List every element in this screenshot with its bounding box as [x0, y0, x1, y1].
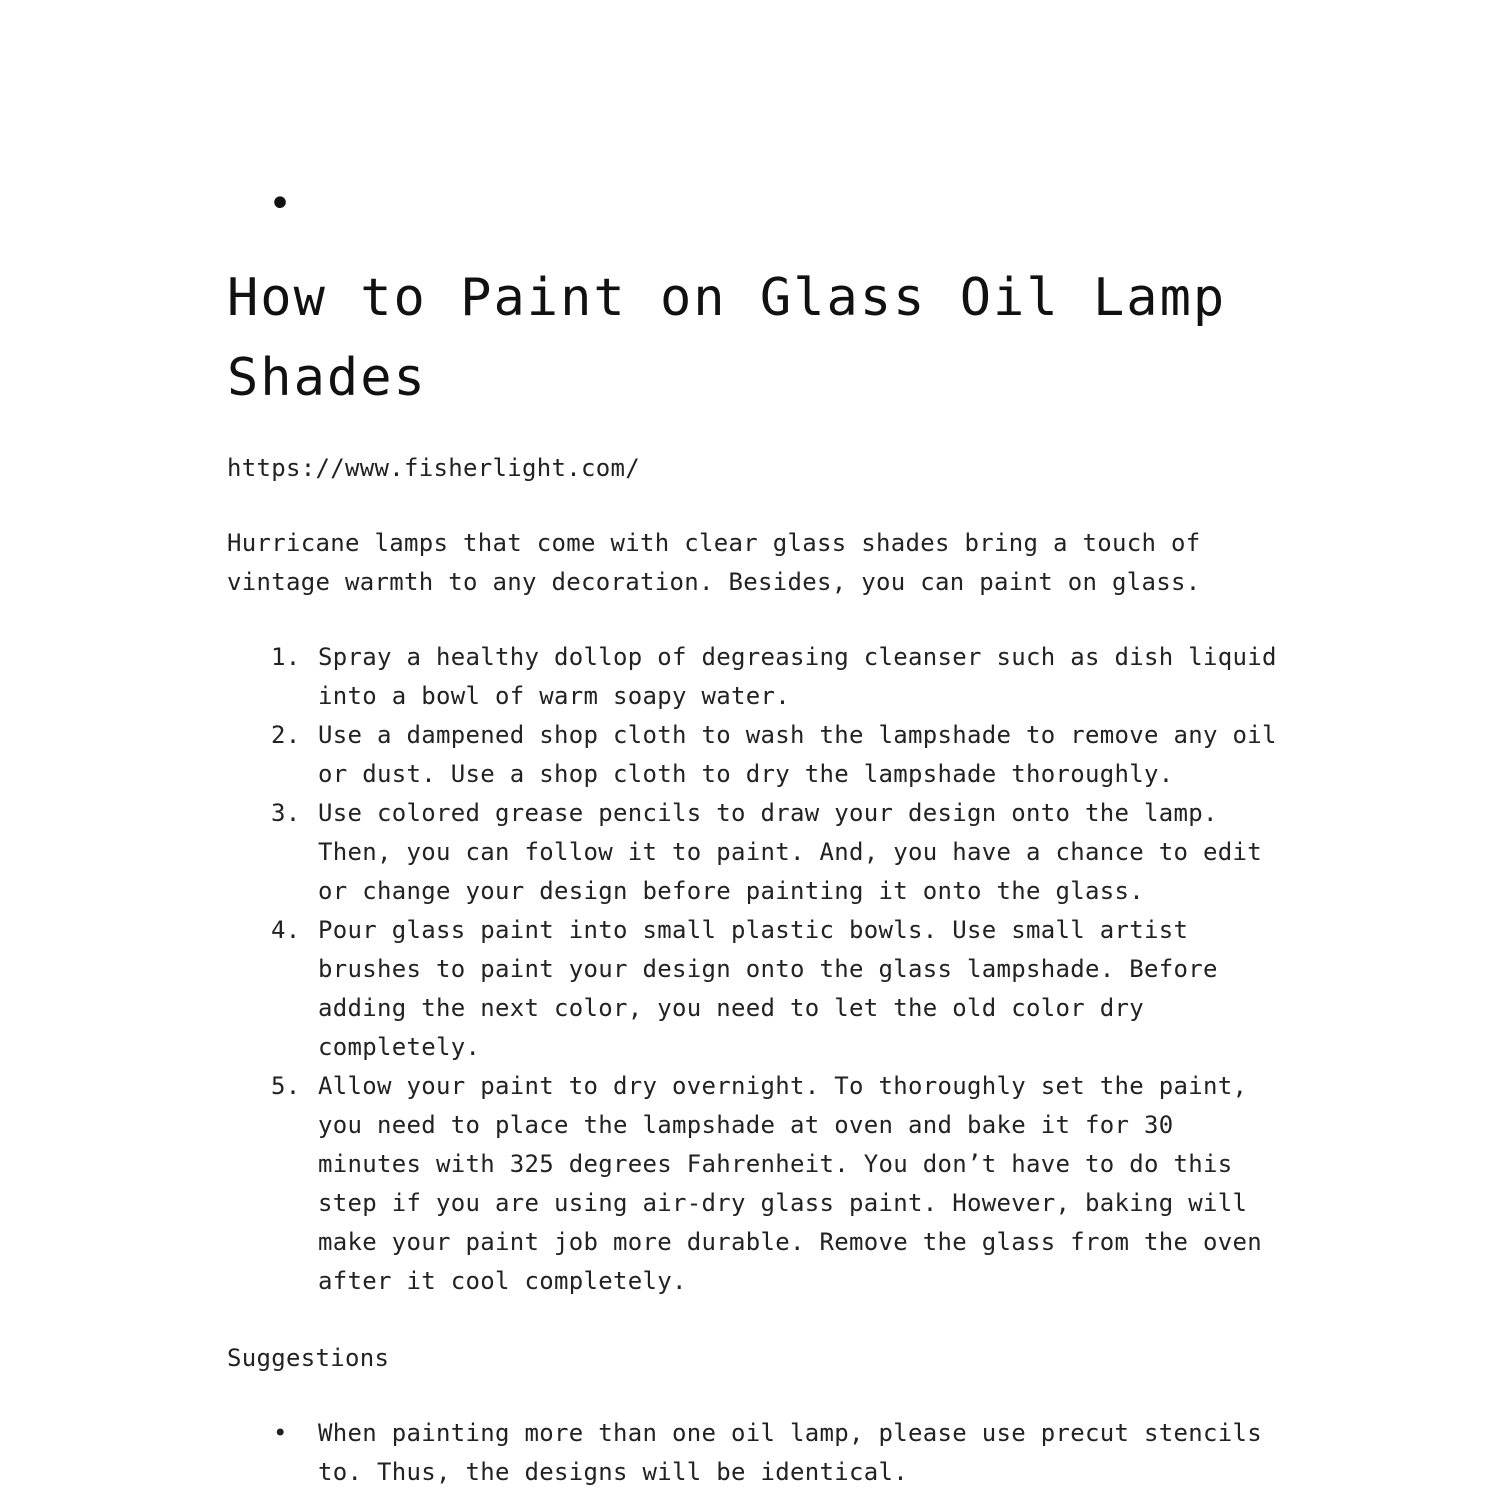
document-title: How to Paint on Glass Oil Lamp Shades — [227, 268, 1227, 408]
list-number: 3. — [271, 799, 301, 827]
list-item — [227, 638, 1287, 716]
list-item-text: Use a dampened shop cloth to wash the lampshade to remove any oil or dust. Use a shop cloth to dry the lampshade thoroughly. — [318, 721, 1277, 788]
intro-paragraph: Hurricane lamps that come with clear glass shades bring a touch of vintage warmth to any decoration. Besides, you can paint on glass. — [227, 529, 1201, 596]
list-item-text: Pour glass paint into small plastic bowls. Use small artist brushes to paint your design onto the glass lampshade. Before adding the next color, you need to let the old color dry completely. — [318, 916, 1218, 1061]
list-item — [227, 911, 1287, 1067]
list-number: 2. — [271, 721, 301, 749]
list-number: 1. — [271, 643, 301, 671]
source-url: https://www.fisherlight.com/ — [227, 454, 640, 482]
list-item-text: Spray a healthy dollop of degreasing cleanser such as dish liquid into a bowl of warm soapy water. — [318, 643, 1277, 710]
list-item-text: Allow your paint to dry overnight. To thoroughly set the paint, you need to place the lampshade at oven and bake it for 30 minutes with 325 degrees Fahrenheit. You don’t have to do this step if you are using air-dry glass paint. However, baking will make your paint job more durable. Remove the glass from the oven after it cool completely. — [318, 1072, 1262, 1295]
bullet-marker: • — [268, 181, 293, 227]
list-item-text: Use colored grease pencils to draw your design onto the lamp. Then, you can follow it to paint. And, you have a chance to edit or change your design before painting it onto the glass. — [318, 799, 1262, 905]
steps-list — [227, 638, 1287, 1301]
bullet-marker: • — [273, 1419, 288, 1447]
list-item-text: When painting more than one oil lamp, please use precut stencils to. Thus, the designs will be identical. — [318, 1419, 1262, 1486]
list-number: 4. — [271, 916, 301, 944]
list-item — [227, 794, 1287, 911]
list-item — [227, 716, 1287, 794]
suggestions-list — [227, 1414, 1287, 1492]
suggestions-heading: Suggestions — [227, 1344, 390, 1372]
list-number: 5. — [271, 1072, 301, 1100]
list-item — [227, 1414, 1287, 1492]
list-item — [227, 1067, 1287, 1301]
